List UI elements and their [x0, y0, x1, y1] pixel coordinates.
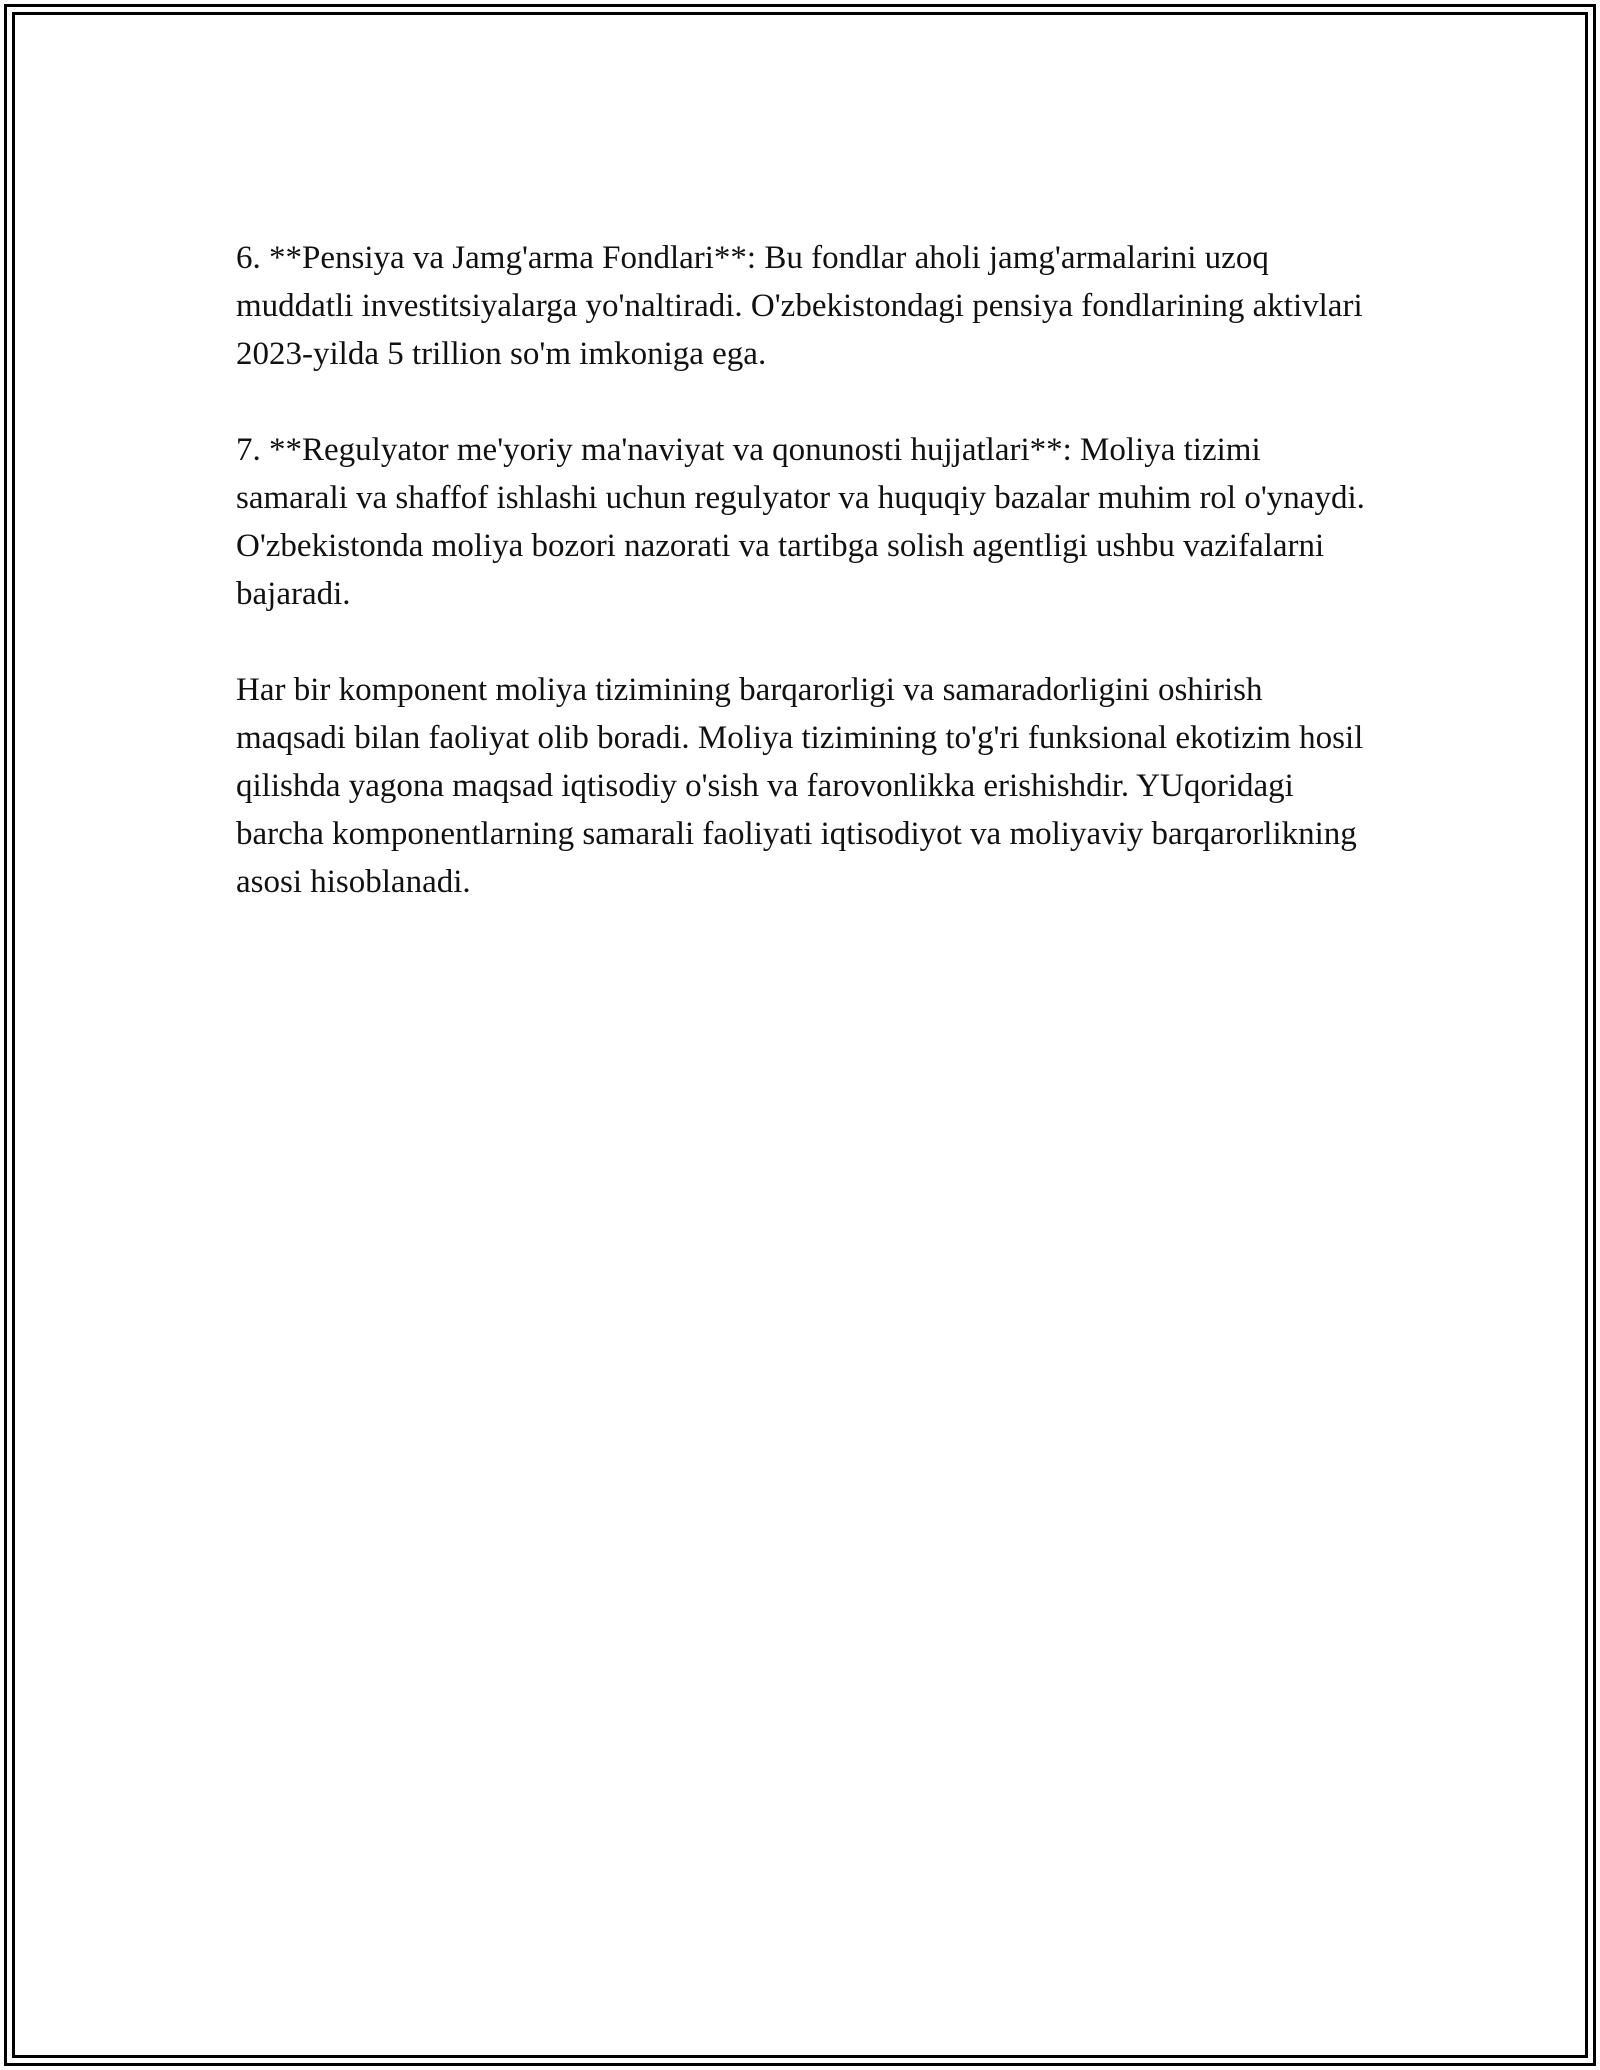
- paragraph-conclusion: Har bir komponent moliya tizimining barqarorligi va samaradorligini oshirish maqsadi bilan faoliyat olib boradi. Moliya tizimining to'g'ri funksional ekotizim hosil qilishda yagona maqsad iqtisodiy o'sish va farovonlikka erishishdir. YUqoridagi barcha komponentlarning samarali faoliyati iqtisodiyot va moliyaviy barqarorlikning asosi hisoblanadi.: [236, 672, 1364, 900]
- paragraph-regulatory-documents: 7. **Regulyator me'yoriy ma'naviyat va qonunosti hujjatlari**: Moliya tizimi samarali va shaffof ishlashi uchun regulyator va huquqiy bazalar muhim rol o'ynaydi. O'zbekistonda moliya bozori nazorati va tartibga solish agentligi ushbu vazifalarni bajaradi.: [236, 432, 1365, 612]
- document-body: [236, 234, 1366, 954]
- paragraph-pension-funds: 6. **Pensiya va Jamg'arma Fondlari**: Bu fondlar aholi jamg'armalarini uzoq muddatli investitsiyalarga yo'naltiradi. O'zbekistondagi pensiya fondlarining aktivlari 2023-yilda 5 trillion so'm imkoniga ega.: [236, 240, 1363, 372]
